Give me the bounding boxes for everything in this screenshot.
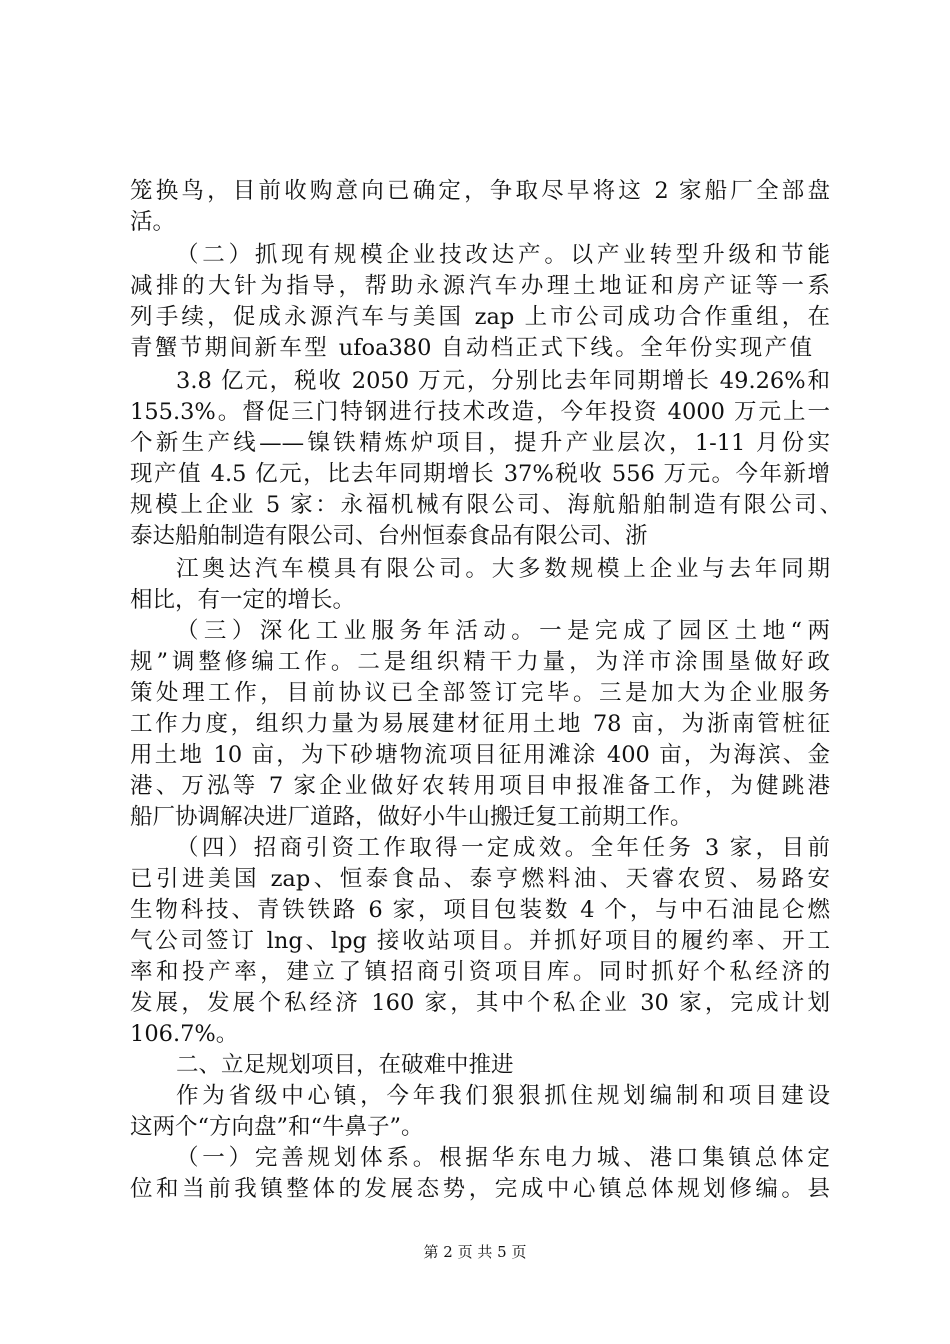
paragraph-line: 106.7%。 [130,1021,239,1047]
paragraph-line: 工作力度，组织力量为易展建材征用土地 78 亩，为浙南管桩征 [130,711,830,737]
paragraph-line: 泰达船舶制造有限公司、台州恒泰食品有限公司、浙 [130,523,648,549]
paragraph-line: 港、万泓等 7 家企业做好农转用项目申报准备工作，为健跳港 [130,773,830,799]
paragraph-line: 策处理工作，目前协议已全部签订完毕。三是加大为企业服务 [130,680,830,706]
paragraph-line: 生物科技、青铁铁路 6 家，项目包装数 4 个，与中石油昆仑燃 [130,897,830,923]
paragraph-line: 减排的大针为指导，帮助永源汽车办理土地证和房产证等一系 [130,273,830,299]
paragraph-line: 船厂协调解决进厂道路，做好小牛山搬迁复工前期工作。 [130,804,693,830]
paragraph-line: 已引进美国 zap、恒泰食品、泰亨燃料油、天睿农贸、易路安 [130,866,830,892]
paragraph-line: 规”调整修编工作。二是组织精干力量，为洋市涂围垦做好政 [130,649,830,675]
paragraph-line: 发展，发展个私经济 160 家，其中个私企业 30 家，完成计划 [130,990,830,1016]
paragraph-line: 155.3%。督促三门特钢进行技术改造，今年投资 4000 万元上一 [130,399,830,425]
paragraph-line: 气公司签订 lng、lpg 接收站项目。并抓好项目的履约率、开工 [130,928,830,954]
paragraph-line: 青蟹节期间新车型 ufoa380 自动档正式下线。全年份实现产值 [130,335,812,361]
paragraph-line: 这两个“方向盘”和“牛鼻子”。 [130,1114,424,1140]
paragraph-line: 3.8 亿元，税收 2050 万元，分别比去年同期增长 49.26%和 [176,368,830,394]
section-heading: 二、立足规划项目，在破难中推进 [176,1052,514,1078]
paragraph-line: （三）深化工业服务年活动。一是完成了园区土地“两 [176,618,830,644]
page-number: 第 2 页 共 5 页 [423,1243,527,1261]
paragraph-line: （二）抓现有规模企业技改达产。以产业转型升级和节能 [176,242,830,268]
paragraph-line: 位和当前我镇整体的发展态势，完成中心镇总体规划修编。县 [130,1176,830,1202]
paragraph-line: （一）完善规划体系。根据华东电力城、港口集镇总体定 [176,1145,830,1171]
paragraph-line: 率和投产率，建立了镇招商引资项目库。同时抓好个私经济的 [130,959,830,985]
paragraph-line: （四）招商引资工作取得一定成效。全年任务 3 家，目前 [176,835,830,861]
paragraph-line: 用土地 10 亩，为下砂塘物流项目征用滩涂 400 亩，为海滨、金 [130,742,830,768]
paragraph-line: 活。 [130,209,176,235]
paragraph-line: 规模上企业 5 家：永福机械有限公司、海航船舶制造有限公司、 [130,492,842,518]
paragraph-line: 现产值 4.5 亿元，比去年同期增长 37%税收 556 万元。今年新增 [130,461,830,487]
paragraph-line: 相比，有一定的增长。 [130,587,356,613]
paragraph-line: 列手续，促成永源汽车与美国 zap 上市公司成功合作重组，在 [130,304,830,330]
paragraph-line: 个新生产线——镍铁精炼炉项目，提升产业层次，1-11 月份实 [130,430,830,456]
paragraph-line: 江奥达汽车模具有限公司。大多数规模上企业与去年同期 [176,556,830,582]
paragraph-line: 作为省级中心镇，今年我们狠狠抓住规划编制和项目建设 [176,1083,830,1109]
paragraph-line: 笼换鸟，目前收购意向已确定，争取尽早将这 2 家船厂全部盘 [130,178,830,204]
